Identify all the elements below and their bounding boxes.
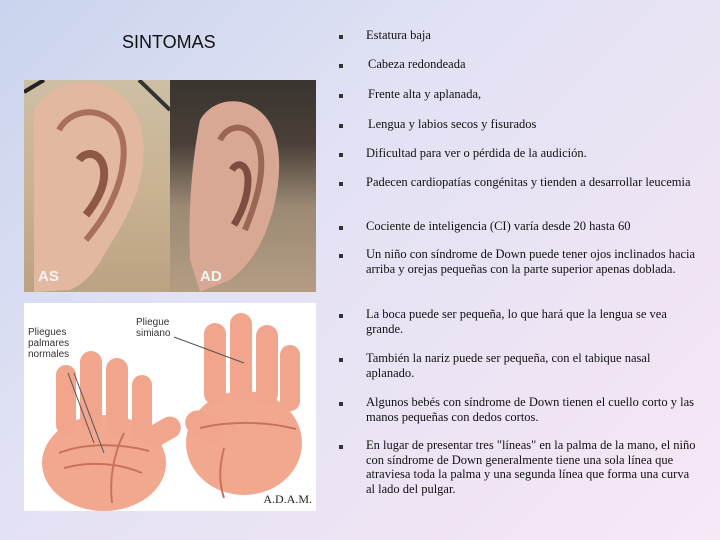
- ears-photo: [24, 80, 316, 292]
- bullet-icon: [339, 226, 343, 230]
- bullet-icon: [339, 35, 343, 39]
- ear-photo-right: [170, 80, 316, 292]
- symptom-item: También la nariz puede ser pequeña, con el tabique nasal aplanado.: [366, 351, 651, 380]
- symptom-item: Cociente de inteligencia (CI) varía desde 20 hasta 60: [366, 219, 631, 233]
- bullet-icon: [339, 445, 343, 449]
- bullet-icon: [339, 314, 343, 318]
- symptom-item: Un niño con síndrome de Down puede tener ojos inclinados hacia arriba y orejas pequeñas con la parte superior apenas doblada.: [366, 247, 696, 276]
- bullet-icon: [339, 254, 343, 258]
- bullet-icon: [339, 402, 343, 406]
- bullet-icon: [339, 358, 343, 362]
- ear-photo-left: [24, 80, 170, 292]
- label-simian-crease: Pliegue simiano: [136, 317, 171, 339]
- bullet-icon: [339, 153, 343, 157]
- bullet-icon: [339, 124, 343, 128]
- ear-label-left: AS: [38, 268, 59, 285]
- symptom-item: Cabeza redondeada: [368, 57, 466, 71]
- symptom-item: La boca puede ser pequeña, lo que hará que la lengua se vea grande.: [366, 307, 667, 336]
- symptom-item: Lengua y labios secos y fisurados: [368, 117, 537, 131]
- symptom-item: Padecen cardiopatías congénitas y tienden a desarrollar leucemia: [366, 175, 691, 189]
- ear-left-shape: [24, 80, 170, 292]
- symptom-item: Algunos bebés con síndrome de Down tienen el cuello corto y las manos pequeñas con dedos cortos.: [366, 395, 695, 424]
- ear-right-shape: [170, 80, 316, 292]
- adam-logo: A.D.A.M.: [263, 492, 312, 506]
- symptom-item: En lugar de presentar tres "líneas" en la palma de la mano, el niño con síndrome de Down generalmente tiene una sola línea que atraviesa toda la palma y una segunda línea que forma una curva al lado del pulgar.: [366, 438, 696, 496]
- slide-title: SINTOMAS: [122, 32, 216, 52]
- symptom-item: Dificultad para ver o pérdida de la audición.: [366, 146, 587, 160]
- symptom-item: Frente alta y aplanada,: [368, 87, 482, 101]
- ear-label-right: AD: [200, 268, 222, 285]
- hands-illustration: [24, 303, 316, 511]
- bullet-icon: [339, 64, 343, 68]
- bullet-icon: [339, 182, 343, 186]
- symptom-item: Estatura baja: [366, 28, 431, 42]
- label-normal-creases: Pliegues palmares normales: [28, 327, 70, 360]
- bullet-icon: [339, 94, 343, 98]
